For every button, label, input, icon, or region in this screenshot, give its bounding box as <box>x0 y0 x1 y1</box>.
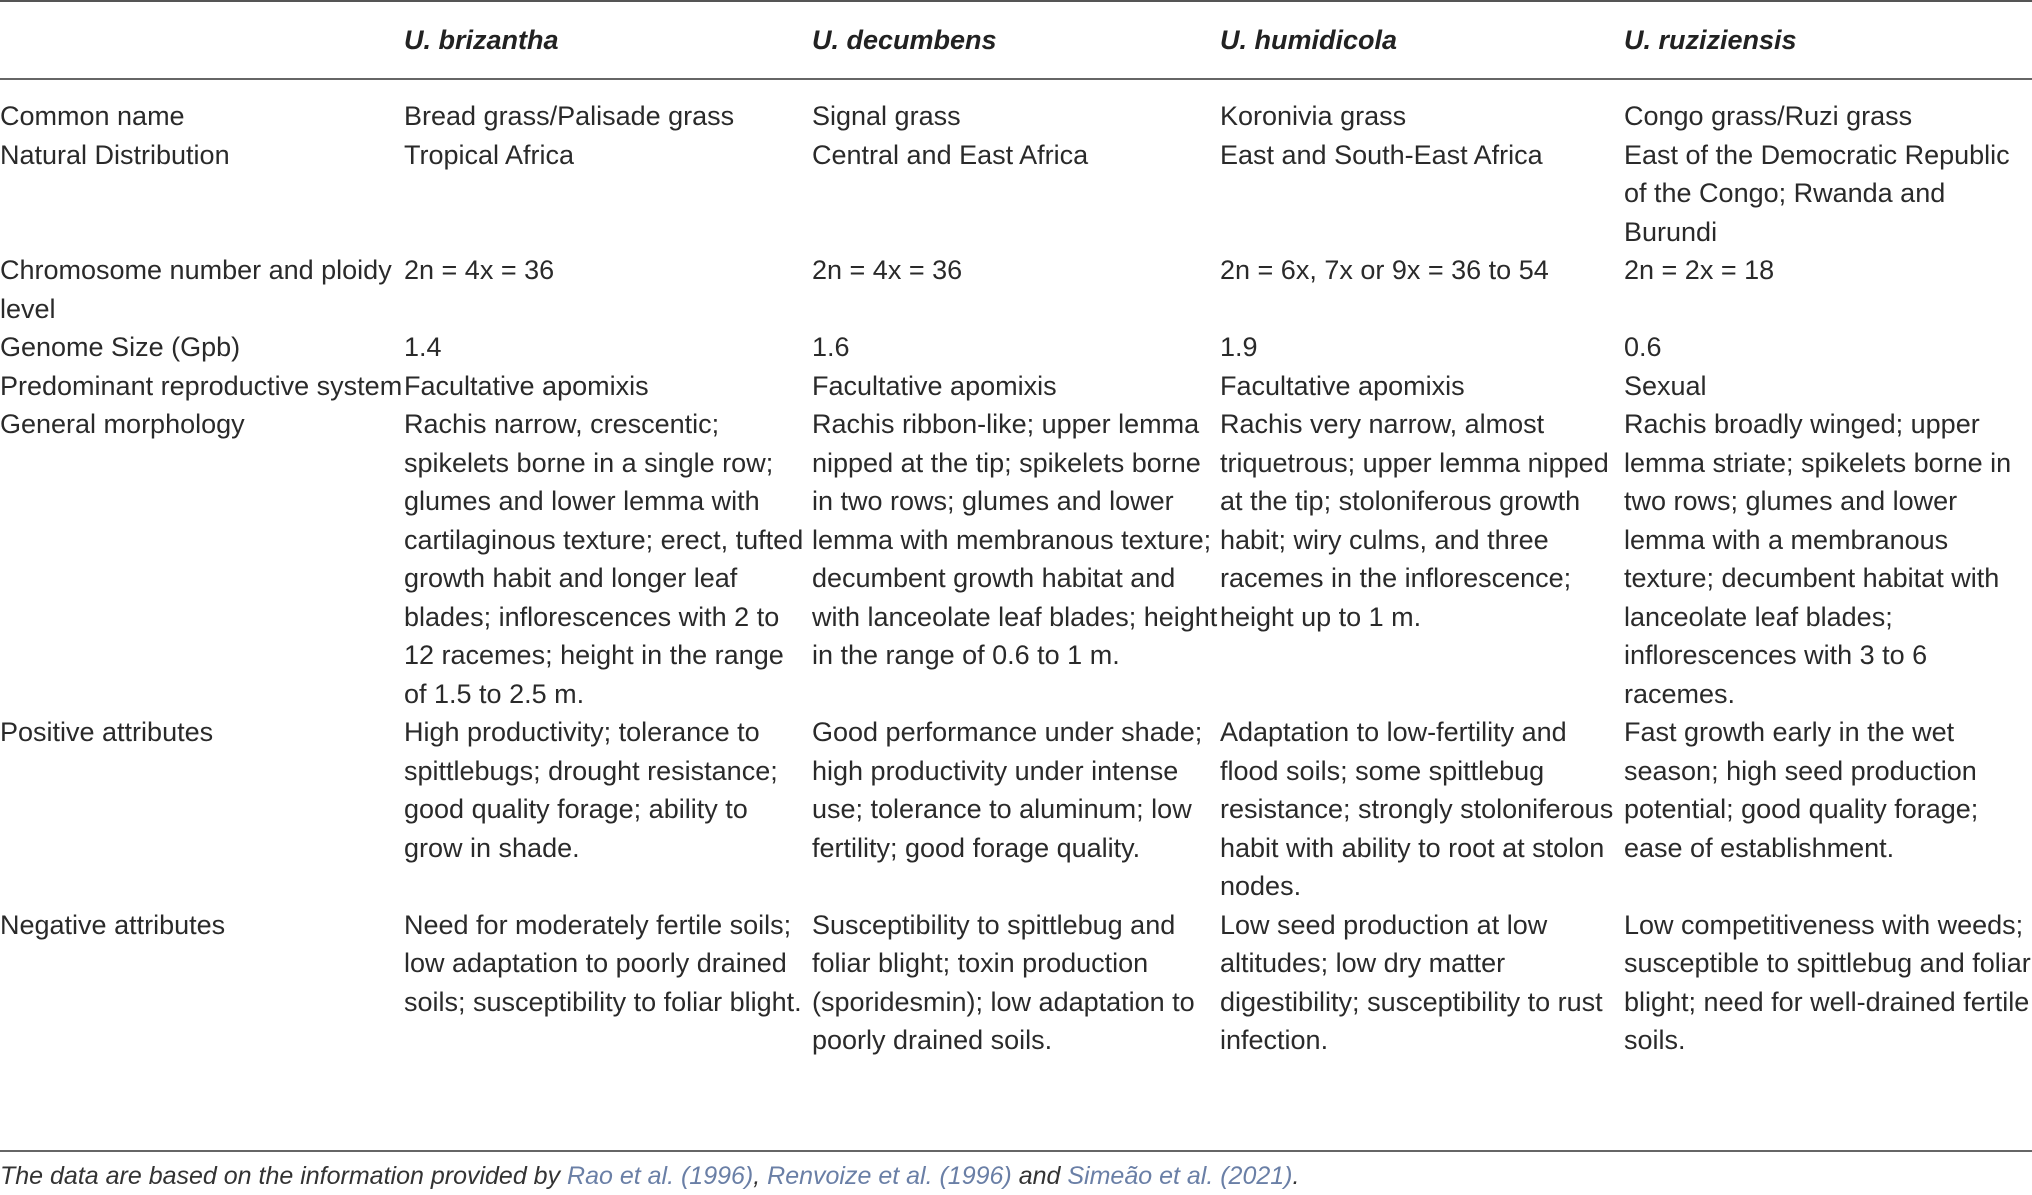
cell-u-decumbens: Central and East Africa <box>812 139 1089 170</box>
cell-u-humidicola: Low seed production at low altitudes; low dry matter digestibility; susceptibility to rust infection. <box>1220 909 1603 1055</box>
cell-u-decumbens: Facultative apomixis <box>812 370 1057 401</box>
cell-u-ruziziensis: Rachis broadly winged; upper lemma striate; spikelets borne in two rows; glumes and lower lemma with a membranous texture; decumbent habitat with lanceolate leaf blades; inflorescences with 3 to 6 racemes. <box>1624 409 2012 709</box>
footnote-separator: , <box>753 1162 768 1190</box>
cell-u-brizantha: 1.4 <box>404 332 442 362</box>
cell-u-ruziziensis: 0.6 <box>1624 332 1662 362</box>
cell-u-ruziziensis: 2n = 2x = 18 <box>1624 255 1775 285</box>
row-label: Common name <box>0 101 185 131</box>
cell-u-brizantha: 2n = 4x = 36 <box>404 255 555 285</box>
header-row <box>0 2 2032 78</box>
cell-u-ruziziensis: Congo grass/Ruzi grass <box>1624 101 1913 131</box>
cell-u-decumbens: 1.6 <box>812 332 850 362</box>
row-label: Natural Distribution <box>0 139 230 170</box>
row-common-name <box>0 78 2032 136</box>
table-footnote <box>0 1158 2032 1194</box>
cell-u-decumbens: Good performance under shade; high productivity under intense use; tolerance to aluminum; low fertility; good forage quality. <box>812 717 1203 863</box>
row-negative-attributes <box>0 906 2032 1066</box>
header-empty <box>0 2 404 78</box>
row-label: Genome Size (Gpb) <box>0 332 241 362</box>
row-positive-attributes <box>0 713 2032 906</box>
cell-u-brizantha: High productivity; tolerance to spittlebugs; drought resistance; good quality forage; ability to grow in shade. <box>404 717 778 863</box>
cell-u-decumbens: Signal grass <box>812 101 961 131</box>
cell-u-brizantha: Bread grass/Palisade grass <box>404 101 735 131</box>
reference-link-rao-1996[interactable]: Rao et al. (1996) <box>567 1162 754 1190</box>
cell-u-ruziziensis: Sexual <box>1624 370 1707 401</box>
cell-u-brizantha: Rachis narrow, crescentic; spikelets borne in a single row; glumes and lower lemma with cartilaginous texture; erect, tufted growth habit and longer leaf blades; inflorescences with 2 to 12 racemes; height in the range of 1.5 to 2.5 m. <box>404 409 804 709</box>
header-u-brizantha: U. brizantha <box>404 24 559 55</box>
cell-u-decumbens: Rachis ribbon-like; upper lemma nipped at the tip; spikelets borne in two rows; glumes and lower lemma with membranous texture; decumbent growth habitat and with lanceolate leaf blades; height in the range of 0.6 to 1 m. <box>812 409 1218 670</box>
row-chromosome-number <box>0 251 2032 328</box>
row-reproductive-system <box>0 367 2032 406</box>
cell-u-humidicola: 1.9 <box>1220 332 1258 362</box>
cell-u-ruziziensis: Fast growth early in the wet season; high seed production potential; good quality forage; ease of establishment. <box>1624 717 1979 863</box>
cell-u-humidicola: Rachis very narrow, almost triquetrous; upper lemma nipped at the tip; stoloniferous growth habit; wiry culms, and three racemes in the inflorescence; height up to 1 m. <box>1220 409 1609 632</box>
cell-u-brizantha: Tropical Africa <box>404 139 575 170</box>
row-general-morphology <box>0 405 2032 713</box>
species-comparison-table <box>0 2 2032 1066</box>
cell-u-brizantha: Need for moderately fertile soils; low adaptation to poorly drained soils; susceptibility to foliar blight. <box>404 909 802 1017</box>
bottom-rule <box>0 1150 2032 1152</box>
row-label: Predominant reproductive system <box>0 370 403 401</box>
footnote-separator: and <box>1011 1162 1068 1190</box>
cell-u-decumbens: Susceptibility to spittlebug and foliar blight; toxin production (sporidesmin); low adaptation to poorly drained soils. <box>812 909 1195 1055</box>
reference-link-simeao-2021[interactable]: Simeão et al. (2021) <box>1067 1162 1293 1190</box>
reference-link-renvoize-1996[interactable]: Renvoize et al. (1996) <box>767 1162 1012 1190</box>
row-natural-distribution <box>0 136 2032 252</box>
cell-u-brizantha: Facultative apomixis <box>404 370 649 401</box>
footnote-prefix: The data are based on the information provided by <box>0 1162 568 1190</box>
cell-u-humidicola: Facultative apomixis <box>1220 370 1465 401</box>
cell-u-humidicola: 2n = 6x, 7x or 9x = 36 to 54 <box>1220 255 1549 285</box>
row-label: General morphology <box>0 409 245 439</box>
row-genome-size <box>0 328 2032 367</box>
cell-u-humidicola: Koronivia grass <box>1220 101 1407 131</box>
header-u-decumbens: U. decumbens <box>812 24 997 55</box>
cell-u-decumbens: 2n = 4x = 36 <box>812 255 963 285</box>
header-u-humidicola: U. humidicola <box>1220 24 1398 55</box>
cell-u-ruziziensis: East of the Democratic Republic of the Congo; Rwanda and Burundi <box>1624 139 2010 247</box>
header-rule <box>0 78 2032 80</box>
row-label: Chromosome number and ploidy level <box>0 255 392 324</box>
cell-u-ruziziensis: Low competitiveness with weeds; susceptible to spittlebug and foliar blight; need for well-drained fertile soils. <box>1624 909 2031 1055</box>
footnote-suffix: . <box>1292 1162 1300 1190</box>
row-label: Negative attributes <box>0 909 226 940</box>
row-label: Positive attributes <box>0 717 214 747</box>
cell-u-humidicola: East and South-East Africa <box>1220 139 1543 170</box>
header-u-ruziziensis: U. ruziziensis <box>1624 24 1797 55</box>
cell-u-humidicola: Adaptation to low-fertility and flood soils; some spittlebug resistance; strongly stoloniferous habit with ability to root at stolon nodes. <box>1220 717 1614 901</box>
